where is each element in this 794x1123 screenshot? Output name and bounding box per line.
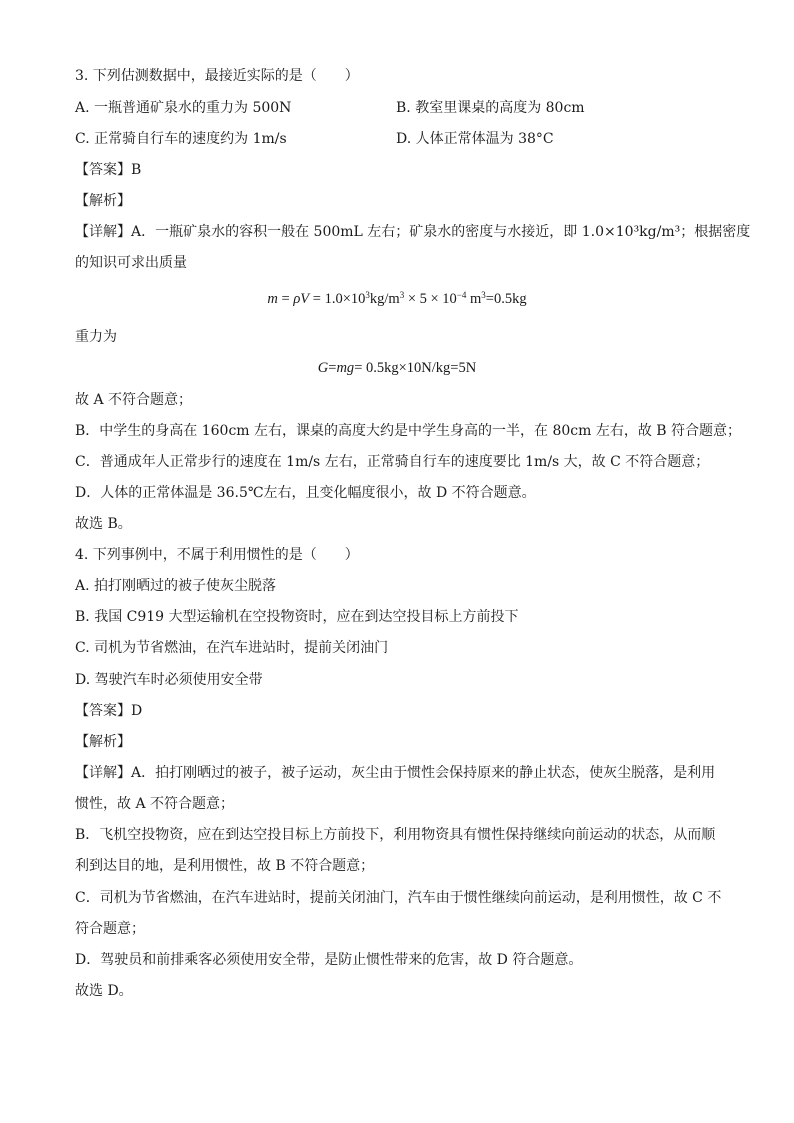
q3-option-b: B. 教室里课桌的高度为 80cm <box>396 100 585 116</box>
formula-exponent: −4 <box>456 290 467 300</box>
formula-symbol: m <box>267 291 278 307</box>
q3-detail-line: D．人体的正常体温是 36.5℃左右，且变化幅度很小，故 D 不符合题意。 <box>75 485 536 501</box>
q3-stem: 3. 下列估测数据中，最接近实际的是（ ） <box>75 68 359 84</box>
q3-conclusion: 故选 B。 <box>75 516 132 532</box>
formula-text: = <box>277 291 294 307</box>
q4-option-a: A. 拍打刚晒过的被子使灰尘脱落 <box>75 578 277 594</box>
q4-detail-line: 利到达目的地，是利用惯性，故 B 不符合题意； <box>75 858 375 874</box>
q3-detail-line: C．普通成年人正常步行的速度在 1m/s 左右，正常骑自行车的速度要比 1m/s 大，故 C 不符合题意； <box>75 454 710 470</box>
q3-detail-line: 的知识可求出质量 <box>75 255 187 271</box>
q3-option-d: D. 人体正常体温为 38°C <box>396 131 554 147</box>
formula-text: = 0.5kg×10N/kg=5N <box>354 360 477 376</box>
formula-symbol: ρ <box>293 291 301 307</box>
q4-option-d: D. 驾驶汽车时必须使用安全带 <box>75 672 263 688</box>
q4-detail-line: B．飞机空投物资，应在到达空投目标上方前投下，利用物资具有惯性保持继续向前运动的状态，从而顺 <box>75 827 716 843</box>
q4-option-c: C. 司机为节省燃油，在汽车进站时，提前关闭油门 <box>75 640 389 656</box>
q4-detail-line: C．司机为节省燃油，在汽车进站时，提前关闭油门，汽车由于惯性继续向前运动，是利用惯性，故 C 不 <box>75 890 722 906</box>
formula-symbol: V <box>300 291 310 307</box>
mass-formula <box>0 289 794 309</box>
q3-option-a: A. 一瓶普通矿泉水的重力为 500N <box>75 100 292 116</box>
q4-analysis-heading: 【解析】 <box>75 734 131 750</box>
q4-answer: 【答案】D <box>75 703 143 719</box>
q3-option-c: C. 正常骑自行车的速度约为 1m/s <box>75 131 287 147</box>
formula-exponent: 3 <box>481 290 486 300</box>
q4-detail-line: D．驾驶员和前排乘客必须使用安全带，是防止惯性带来的危害，故 D 符合题意。 <box>75 952 583 968</box>
q4-conclusion: 故选 D。 <box>75 983 133 999</box>
q3-detail-line: 【详解】A．一瓶矿泉水的容积一般在 500mL 左右；矿泉水的密度与水接近，即 1.0×10³kg/m³；根据密度 <box>75 224 751 240</box>
q4-stem: 4. 下列事例中，不属于利用惯性的是（ ） <box>75 547 359 563</box>
formula-text: = <box>328 360 337 376</box>
q3-detail-line: B．中学生的身高在 160cm 左右，课桌的高度大约是中学生身高的一半，在 80cm 左右，故 B 符合题意； <box>75 423 742 439</box>
formula-text: kg/m <box>369 291 400 307</box>
formula-symbol: G <box>317 360 329 376</box>
q3-answer: 【答案】B <box>75 162 142 178</box>
formula-text: = 1.0×10 <box>309 291 366 307</box>
formula-text: =0.5kg <box>485 291 527 307</box>
formula-symbol: mg <box>336 360 355 376</box>
formula-exponent: 3 <box>365 290 370 300</box>
q4-detail-line: 【详解】A．拍打刚晒过的被子，被子运动，灰尘由于惯性会保持原来的静止状态，使灰尘脱落，是利用 <box>75 765 716 781</box>
formula-text: m <box>466 291 482 307</box>
formula-text: × 5 × 10 <box>404 291 457 307</box>
q3-detail-line: 故 A 不符合题意； <box>75 392 193 408</box>
q4-detail-line: 符合题意； <box>75 921 145 937</box>
weight-formula <box>0 358 794 378</box>
q3-analysis-heading: 【解析】 <box>75 193 131 209</box>
formula-exponent: 3 <box>399 290 405 300</box>
q3-detail-line: 重力为 <box>75 329 117 345</box>
q4-option-b: B. 我国 C919 大型运输机在空投物资时，应在到达空投目标上方前投下 <box>75 609 519 625</box>
q4-detail-line: 惯性，故 A 不符合题意； <box>75 796 235 812</box>
